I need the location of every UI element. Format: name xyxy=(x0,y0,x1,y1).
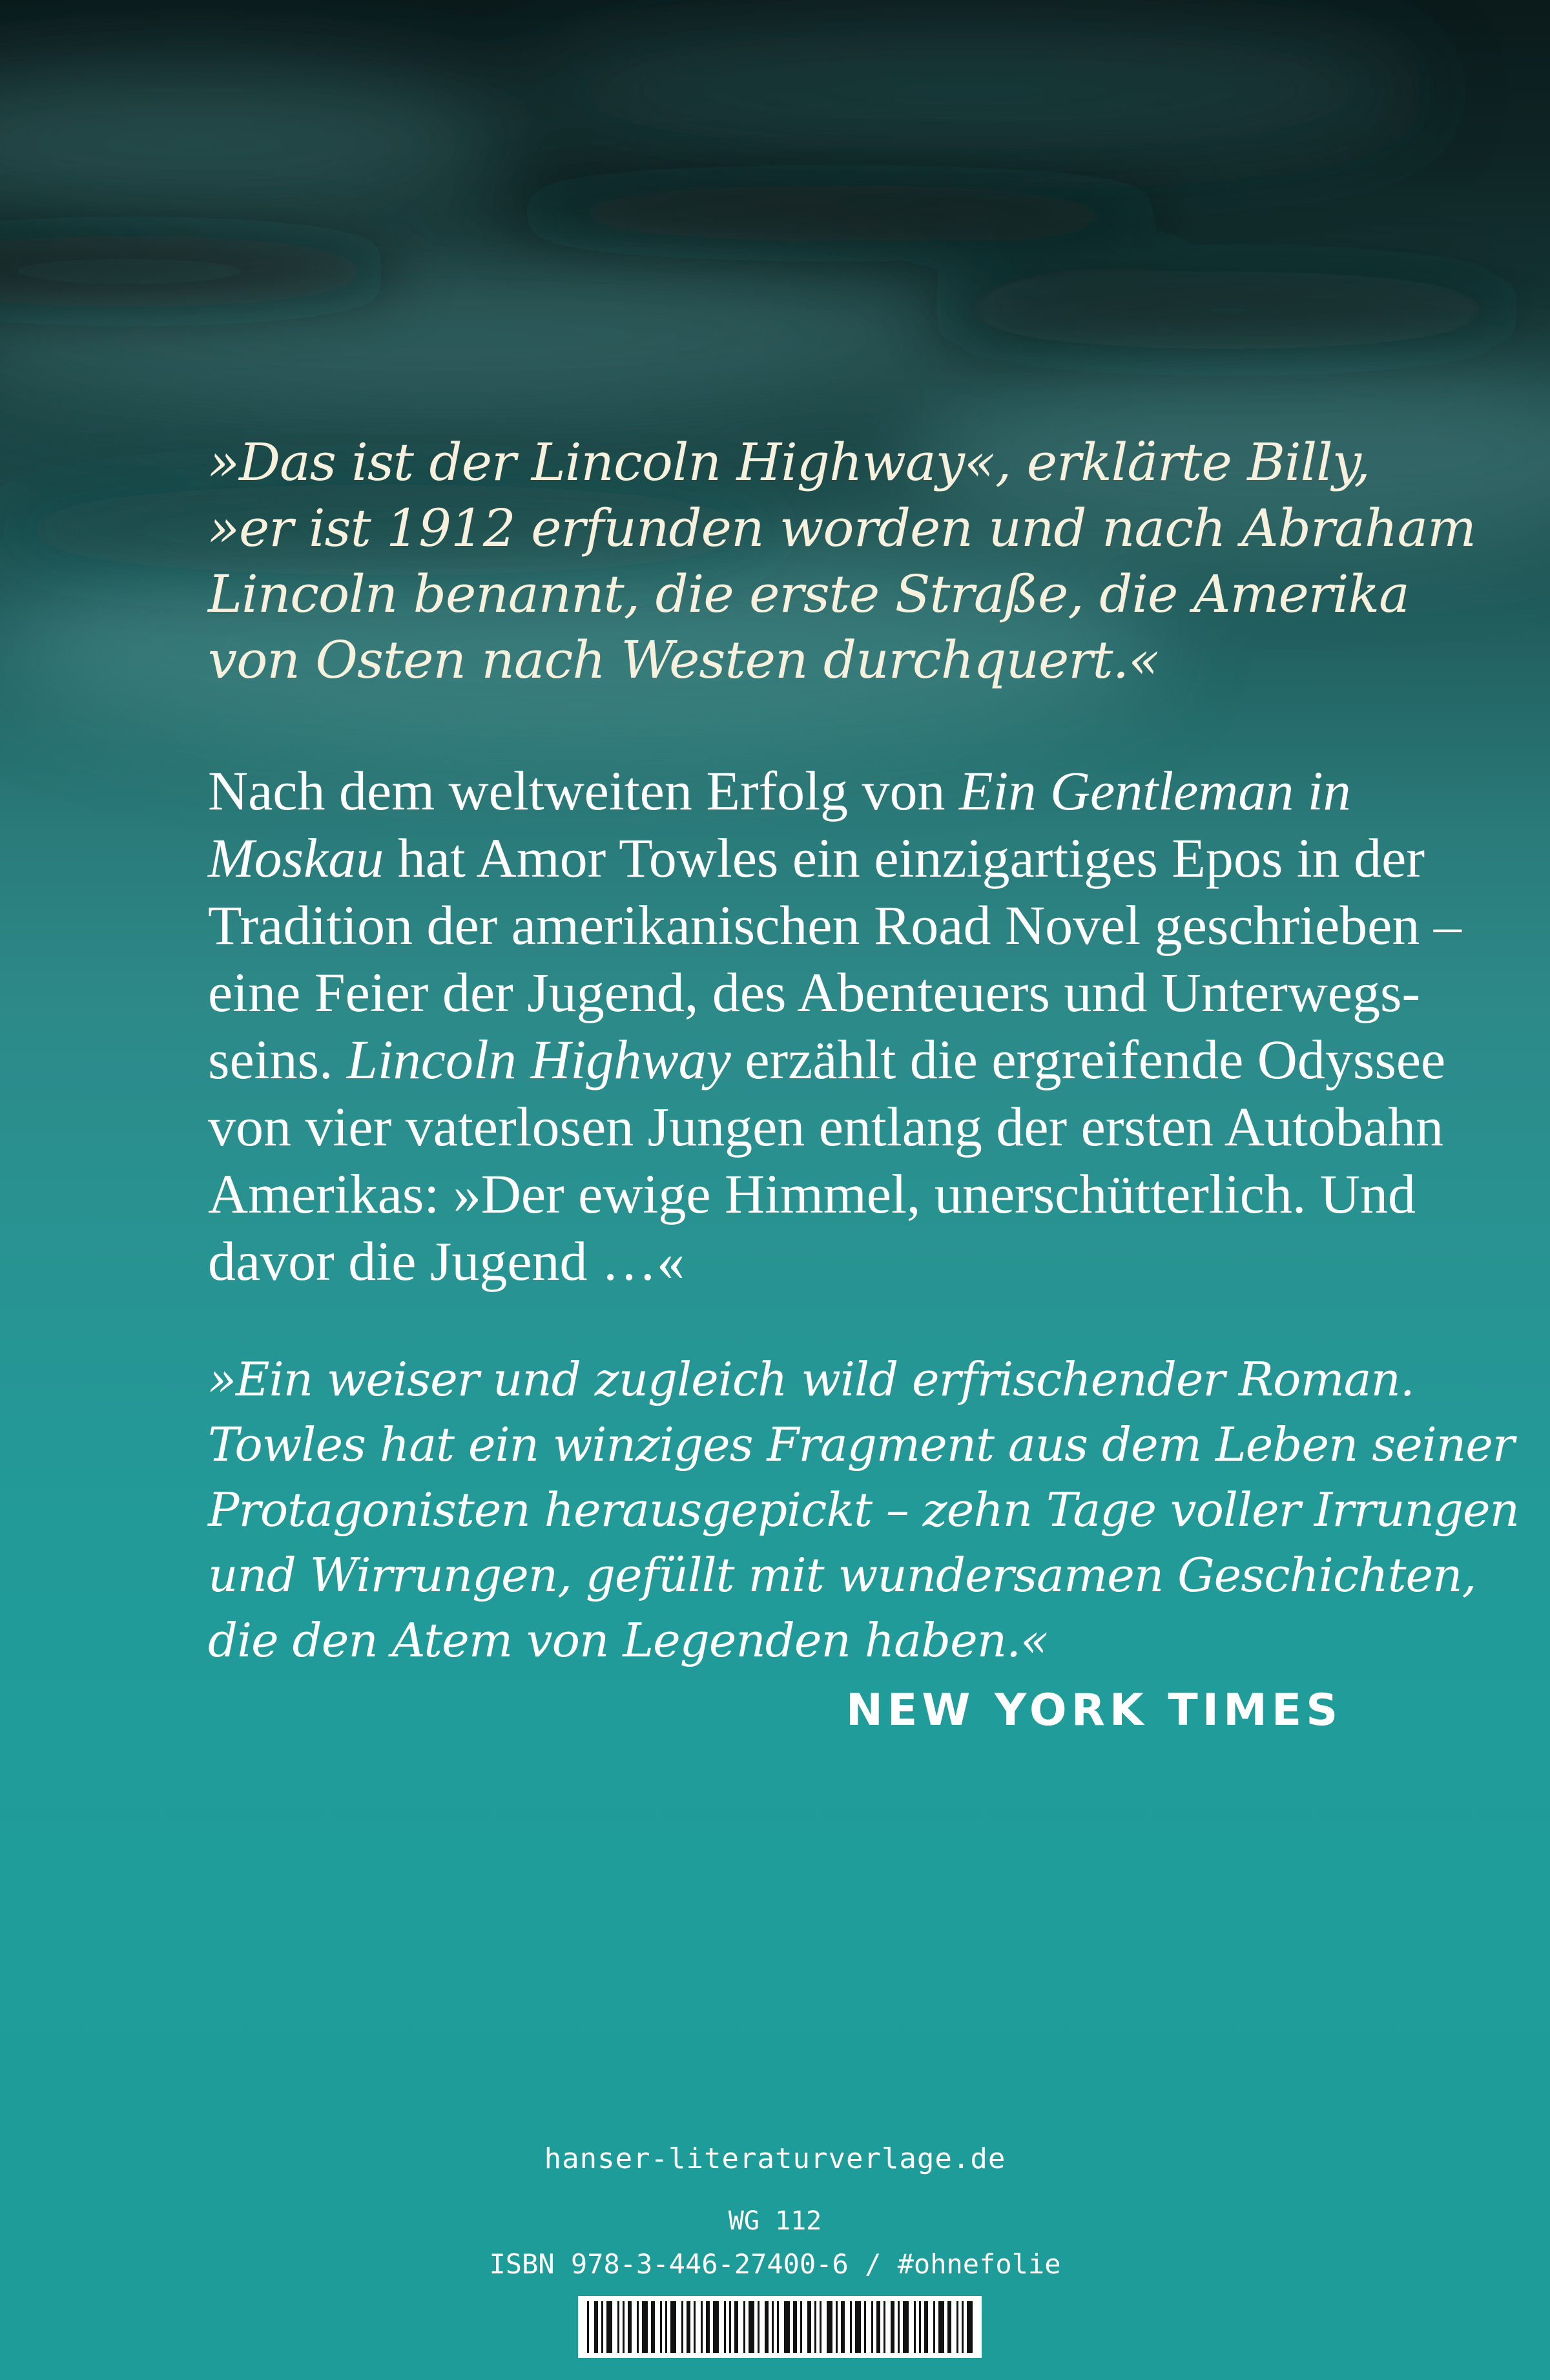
barcode-bar xyxy=(670,2301,676,2353)
blurb-text: Nach dem weltweiten Erfolg von xyxy=(208,760,960,822)
barcode-bar xyxy=(651,2301,655,2353)
review-source: NEW YORK TIMES xyxy=(846,1685,1343,1736)
blurb-line: davor die Jugend …« xyxy=(208,1230,685,1292)
barcode-bar xyxy=(850,2301,852,2353)
barcode-bar xyxy=(713,2301,719,2353)
barcode-bar xyxy=(807,2301,811,2353)
barcode-bar xyxy=(784,2301,790,2353)
barcode-bar xyxy=(706,2301,710,2353)
barcode-bar xyxy=(793,2301,797,2353)
barcode-bar xyxy=(749,2301,754,2353)
barcode-bar xyxy=(914,2301,916,2353)
barcode-bar xyxy=(924,2301,928,2353)
review-line: »Ein weiser und zugleich wild erfrischender Roman. xyxy=(208,1352,1414,1406)
publisher-website: hanser-literaturverlage.de xyxy=(544,2142,1006,2175)
review-line: und Wirrungen, gefüllt mit wundersamen Geschichten, xyxy=(208,1548,1476,1602)
barcode-bar xyxy=(820,2301,822,2353)
barcode-bar xyxy=(734,2301,738,2353)
review-line: die den Atem von Legenden haben.« xyxy=(208,1613,1049,1667)
barcode-bar xyxy=(772,2301,774,2353)
barcode-bar xyxy=(724,2301,726,2353)
opening-quote xyxy=(208,430,1476,693)
barcode-bar xyxy=(855,2301,861,2353)
barcode-bar xyxy=(919,2301,921,2353)
barcode xyxy=(578,2296,982,2358)
barcode-bar xyxy=(800,2301,802,2353)
barcode-bar xyxy=(933,2301,935,2353)
press-review-quote xyxy=(208,1347,1519,1673)
barcode-bar xyxy=(594,2301,598,2353)
barcode-bar xyxy=(876,2301,880,2353)
barcode-bar xyxy=(587,2301,589,2353)
blurb-line xyxy=(208,1026,1446,1093)
blurb-line: Tradition der amerikanischen Road Novel geschrieben – xyxy=(208,894,1462,956)
barcode-bar xyxy=(628,2301,632,2353)
product-group-code: WG 112 xyxy=(728,2206,822,2236)
isbn-line: ISBN 978-3-446-27400-6 / #ohnefolie xyxy=(489,2248,1061,2280)
opening-quote-line: Lincoln benannt, die erste Straße, die Amerika xyxy=(208,564,1409,624)
barcode-bar xyxy=(864,2301,866,2353)
blurb-line xyxy=(208,824,1425,892)
barcode-bar xyxy=(642,2301,648,2353)
barcode-bar xyxy=(841,2301,845,2353)
barcode-bar xyxy=(903,2301,909,2353)
barcode-bar xyxy=(884,2301,885,2353)
barcode-bar xyxy=(681,2301,683,2353)
barcode-bar xyxy=(967,2301,973,2353)
book-title-reference: Lincoln Highway xyxy=(347,1028,731,1091)
blurb-line xyxy=(208,757,1358,824)
blurb-line: eine Feier der Jugend, des Abenteuers und Unterwegs- xyxy=(208,961,1421,1023)
blurb-text: seins. xyxy=(208,1028,347,1091)
barcode-bar xyxy=(665,2301,667,2353)
blurb-text: hat Amor Towles ein einzigartiges Epos in der xyxy=(384,827,1425,889)
stormy-sky-background xyxy=(0,0,1550,840)
barcode-bar xyxy=(836,2301,838,2353)
barcode-bar xyxy=(687,2301,690,2353)
barcode-bar xyxy=(827,2301,832,2353)
barcode-bar xyxy=(701,2301,703,2353)
review-line: Protagonisten herausgepickt – zehn Tage voller Irrungen xyxy=(208,1483,1519,1537)
blurb-line: von vier vaterlosen Jungen entlang der ersten Autobahn xyxy=(208,1096,1443,1158)
barcode-bar xyxy=(743,2301,745,2353)
book-title-reference: Ein Gentleman in xyxy=(959,760,1351,822)
barcode-bar xyxy=(617,2301,619,2353)
barcode-bar xyxy=(891,2301,894,2353)
barcode-bar xyxy=(962,2301,964,2353)
barcode-bar xyxy=(606,2301,612,2353)
opening-quote-line: »er ist 1912 erfunden worden und nach Abraham xyxy=(208,498,1476,558)
book-title-reference: Moskau xyxy=(208,827,384,889)
barcode-bar xyxy=(637,2301,639,2353)
barcode-bar xyxy=(898,2301,900,2353)
opening-quote-line: von Osten nach Westen durchquert.« xyxy=(208,630,1160,690)
barcode-bar xyxy=(765,2301,769,2353)
barcode-bar xyxy=(660,2301,662,2353)
book-blurb xyxy=(208,757,1462,1295)
barcode-bar xyxy=(777,2301,779,2353)
barcode-bar xyxy=(947,2301,951,2353)
barcode-bar xyxy=(956,2301,958,2353)
barcode-bar xyxy=(814,2301,816,2353)
barcode-bar xyxy=(694,2301,696,2353)
barcode-bar xyxy=(938,2301,944,2353)
barcode-bar xyxy=(729,2301,731,2353)
barcode-bar xyxy=(758,2301,760,2353)
barcode-bar xyxy=(871,2301,873,2353)
blurb-line: Amerikas: »Der ewige Himmel, unerschütterlich. Und xyxy=(208,1163,1416,1225)
barcode-bar xyxy=(601,2301,603,2353)
blurb-text: erzählt die ergreifende Odyssee xyxy=(730,1028,1446,1091)
review-line: Towles hat ein winziges Fragment aus dem Leben seiner xyxy=(208,1417,1514,1472)
opening-quote-line: »Das ist der Lincoln Highway«, erklärte Billy, xyxy=(208,432,1370,492)
barcode-bar xyxy=(623,2301,625,2353)
